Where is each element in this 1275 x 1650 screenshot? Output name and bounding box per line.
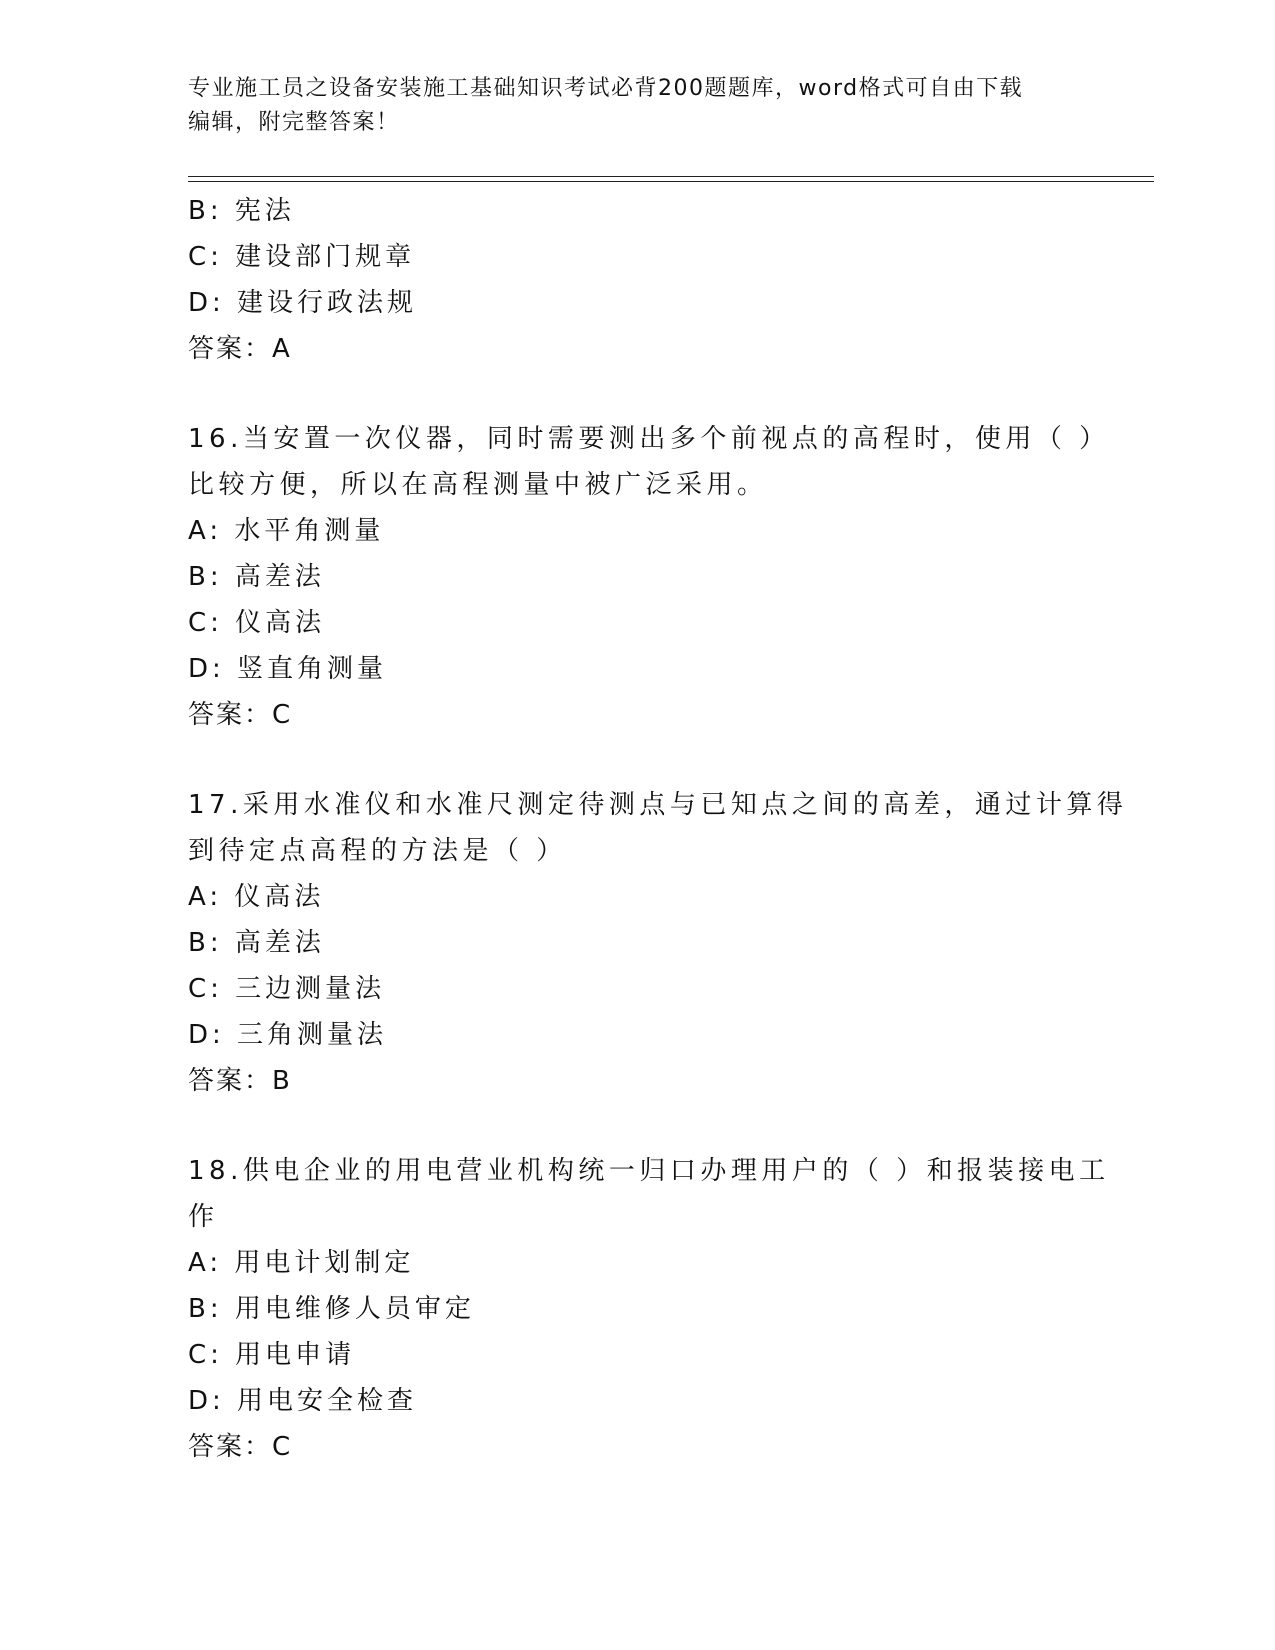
question-stem-line: 到待定点高程的方法是（ ） (188, 836, 567, 866)
option-d: D: 竖直角测量 (188, 654, 388, 684)
question-block (188, 188, 1088, 372)
option-b: B: 高差法 (188, 928, 325, 958)
option-c: C: 仪高法 (188, 608, 326, 638)
option-b: B: 高差法 (188, 562, 325, 592)
question-list (188, 188, 1128, 1470)
option-a: A: 用电计划制定 (188, 1248, 415, 1278)
answer-line: 答案：A (188, 334, 292, 364)
header-divider (188, 176, 1154, 182)
question-stem-line: 16.当安置一次仪器，同时需要测出多个前视点的高程时，使用（ ） (188, 424, 1110, 454)
answer-line: 答案：C (188, 700, 293, 730)
question-block (188, 782, 1128, 1104)
option-b: B: 宪法 (188, 196, 295, 226)
question-block (188, 416, 1110, 738)
question-stem-line: 17.采用水准仪和水准尺测定待测点与已知点之间的高差，通过计算得 (188, 790, 1128, 820)
question-stem (188, 416, 1110, 508)
option-c: C: 三边测量法 (188, 974, 386, 1004)
header-line-1: 专业施工员之设备安装施工基础知识考试必背200题题库，word格式可自由下载 (188, 76, 1024, 101)
option-c: C: 建设部门规章 (188, 242, 416, 272)
option-d: D: 三角测量法 (188, 1020, 388, 1050)
question-stem (188, 782, 1128, 874)
option-d: D: 用电安全检查 (188, 1386, 418, 1416)
document-header (188, 72, 1068, 140)
option-a: A: 水平角测量 (188, 516, 385, 546)
option-b: B: 用电维修人员审定 (188, 1294, 475, 1324)
question-stem-line: 作 (188, 1202, 219, 1232)
question-block (188, 1148, 1110, 1470)
question-stem-line: 比较方便，所以在高程测量中被广泛采用。 (188, 470, 768, 500)
question-stem (188, 1148, 1110, 1240)
option-c: C: 用电申请 (188, 1340, 356, 1370)
answer-line: 答案：C (188, 1432, 293, 1462)
answer-line: 答案：B (188, 1066, 292, 1096)
header-line-2: 编辑，附完整答案！ (188, 110, 400, 135)
question-stem-line: 18.供电企业的用电营业机构统一归口办理用户的（ ）和报装接电工 (188, 1156, 1110, 1186)
option-d: D: 建设行政法规 (188, 288, 418, 318)
option-a: A: 仪高法 (188, 882, 325, 912)
